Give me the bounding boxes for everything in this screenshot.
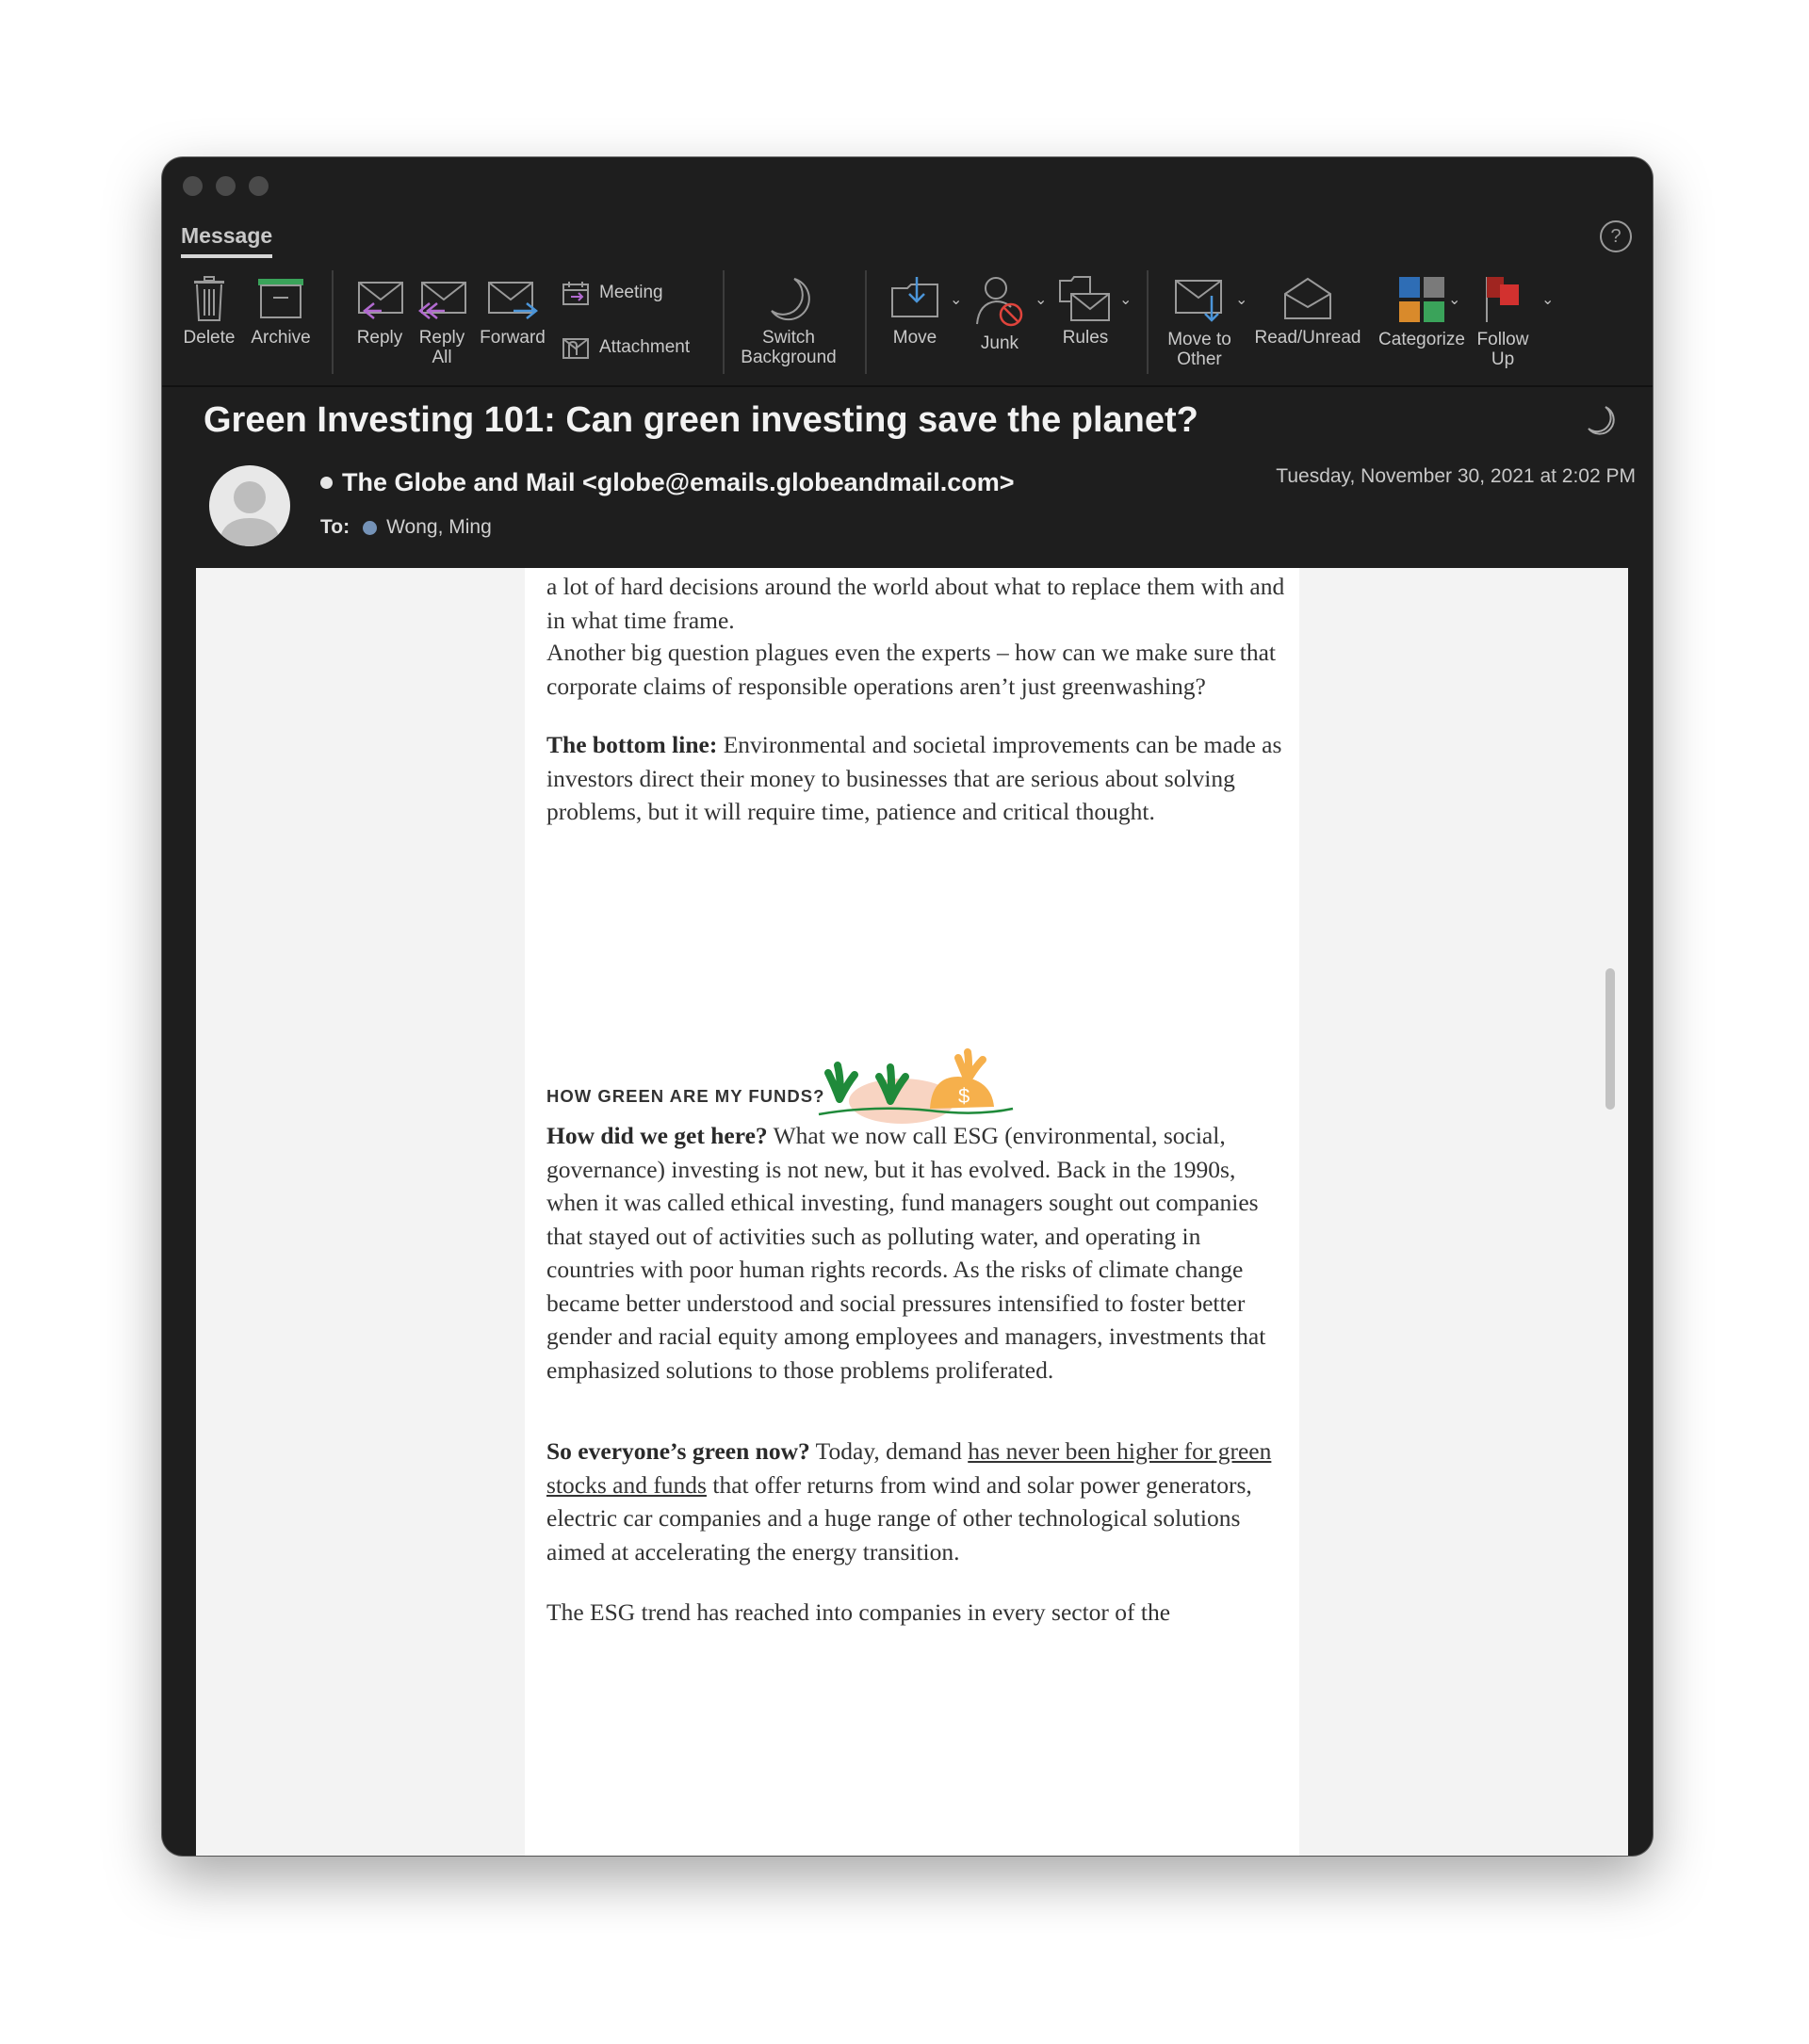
scrollbar-thumb[interactable] — [1605, 968, 1615, 1110]
window-controls — [183, 176, 269, 196]
move-label: Move — [892, 328, 937, 348]
attachment-button[interactable] — [562, 334, 690, 361]
svg-text:$: $ — [958, 1084, 970, 1108]
delete-label: Delete — [183, 328, 236, 348]
categorize-dropdown-chevron-icon[interactable]: ⌄ — [1448, 292, 1461, 308]
forward-icon — [485, 275, 540, 322]
archive-icon — [256, 275, 305, 322]
article-column — [525, 568, 1299, 1856]
reply-all-icon — [415, 275, 469, 322]
move-icon — [888, 275, 941, 322]
recipients-line — [320, 516, 492, 539]
move-dropdown-chevron-icon[interactable]: ⌄ — [950, 292, 963, 308]
attachment-label: Attachment — [599, 337, 691, 357]
avatar — [209, 465, 290, 546]
moon-icon[interactable] — [1585, 404, 1617, 441]
reply-label: Reply — [356, 328, 403, 348]
ribbon-separator — [865, 270, 867, 374]
paragraph-bottom-line: The bottom line: Environmental and societal improvements can be made as investors direct their money to businesses that are serious about solving problems, but it will require time, patience and critical thought. — [546, 731, 1282, 825]
ribbon-divider — [162, 385, 1653, 387]
junk-icon — [973, 275, 1026, 328]
move-to-other-label: Move to Other — [1167, 330, 1231, 369]
read-unread-label: Read/Unread — [1254, 328, 1361, 348]
reply-button[interactable] — [347, 275, 413, 348]
paragraph-how-did-we-get-here: How did we get here? What we now call ESG (environmental, social, governance) investing is not new, but it has evolved. Back in the 1990s, when it was called ethical investing, fund managers sought out companies that stayed out of activities such as polluting water, and operating in countries with poor human rights records. As the risks of climate change became better understood and social pressures intensified to foster better gender and racial equity among employees and managers, investments that emphasized solutions to those problems proliferated. — [546, 1122, 1266, 1384]
sender-name[interactable]: The Globe and Mail <globe@emails.globeandmail.com> — [342, 468, 1015, 496]
ribbon-separator — [1147, 270, 1149, 374]
trash-icon — [190, 275, 228, 322]
move-to-other-icon — [1172, 275, 1227, 324]
ribbon-separator — [332, 270, 334, 374]
categorize-icon — [1397, 275, 1446, 324]
rules-button[interactable] — [1050, 275, 1121, 348]
reply-icon — [353, 275, 406, 322]
junk-label: Junk — [980, 333, 1019, 353]
green-stocks-link[interactable]: has never been higher for green stocks and funds — [546, 1437, 1272, 1499]
recipient-chip[interactable] — [363, 516, 492, 539]
follow-up-label: Follow Up — [1476, 330, 1529, 369]
switch-background-label: Switch Background — [741, 328, 837, 367]
plant-illustration — [817, 1048, 1015, 1128]
archive-button[interactable] — [245, 275, 317, 348]
mail-window — [162, 157, 1653, 1856]
switch-background-button[interactable] — [733, 275, 844, 367]
rules-dropdown-chevron-icon[interactable]: ⌄ — [1119, 292, 1133, 308]
junk-dropdown-chevron-icon[interactable]: ⌄ — [1035, 292, 1048, 308]
ribbon-separator — [723, 270, 725, 374]
presence-dot-icon — [363, 521, 377, 535]
archive-label: Archive — [251, 328, 311, 348]
message-date: Tuesday, November 30, 2021 at 2:02 PM — [1276, 465, 1636, 487]
paragraph: The ESG trend has reached into companies in every sector of the — [546, 1598, 1171, 1626]
follow-up-button[interactable] — [1470, 275, 1536, 369]
person-icon — [209, 465, 290, 546]
sender-line[interactable] — [320, 468, 1014, 497]
follow-up-dropdown-chevron-icon[interactable]: ⌄ — [1541, 292, 1555, 308]
zoom-window-button[interactable] — [249, 176, 269, 196]
rules-label: Rules — [1062, 328, 1109, 348]
paragraph: a lot of hard decisions around the world about what to replace them with and in what time frame. — [546, 573, 1285, 634]
tab-message[interactable]: Message — [181, 223, 272, 258]
help-icon[interactable]: ? — [1600, 220, 1632, 252]
to-label: To: — [320, 516, 350, 538]
delete-button[interactable] — [175, 275, 243, 348]
reply-all-button[interactable] — [409, 275, 475, 367]
flag-icon — [1481, 275, 1524, 324]
recipient-name[interactable]: Wong, Ming — [386, 516, 492, 538]
paragraph-everyones-green: So everyone’s green now? Today, demand has never been higher for green stocks and funds that offer returns from wind and solar power generators, electric car companies and a huge range of other technological solutions aimed at accelerating the energy transition. — [546, 1437, 1272, 1565]
section-heading: HOW GREEN ARE MY FUNDS? — [546, 1086, 825, 1106]
paragraph: Another big question plagues even the experts – how can we make sure that corporate claims of responsible operations aren’t just greenwashing? — [546, 639, 1276, 700]
meeting-button[interactable] — [562, 280, 663, 306]
calendar-icon — [562, 280, 590, 306]
close-window-button[interactable] — [183, 176, 203, 196]
forward-button[interactable] — [475, 275, 550, 348]
money-plant-icon — [817, 1048, 1015, 1124]
meeting-label: Meeting — [599, 283, 663, 302]
move-to-other-button[interactable] — [1157, 275, 1242, 369]
minimize-window-button[interactable] — [216, 176, 236, 196]
open-envelope-icon — [1281, 275, 1334, 322]
message-body[interactable] — [196, 568, 1628, 1856]
attachment-icon — [562, 334, 590, 361]
rules-icon — [1058, 275, 1113, 322]
moon-icon — [764, 275, 813, 322]
message-subject: Green Investing 101: Can green investing save the planet? — [204, 400, 1198, 440]
categorize-button[interactable] — [1368, 275, 1475, 349]
move-to-other-dropdown-chevron-icon[interactable]: ⌄ — [1235, 292, 1248, 308]
junk-button[interactable] — [963, 275, 1036, 353]
move-button[interactable] — [880, 275, 950, 348]
presence-dot-icon — [320, 477, 333, 489]
categorize-label: Categorize — [1378, 330, 1465, 349]
read-unread-button[interactable] — [1251, 275, 1364, 348]
reply-all-label: Reply All — [418, 328, 465, 367]
forward-label: Forward — [480, 328, 546, 348]
